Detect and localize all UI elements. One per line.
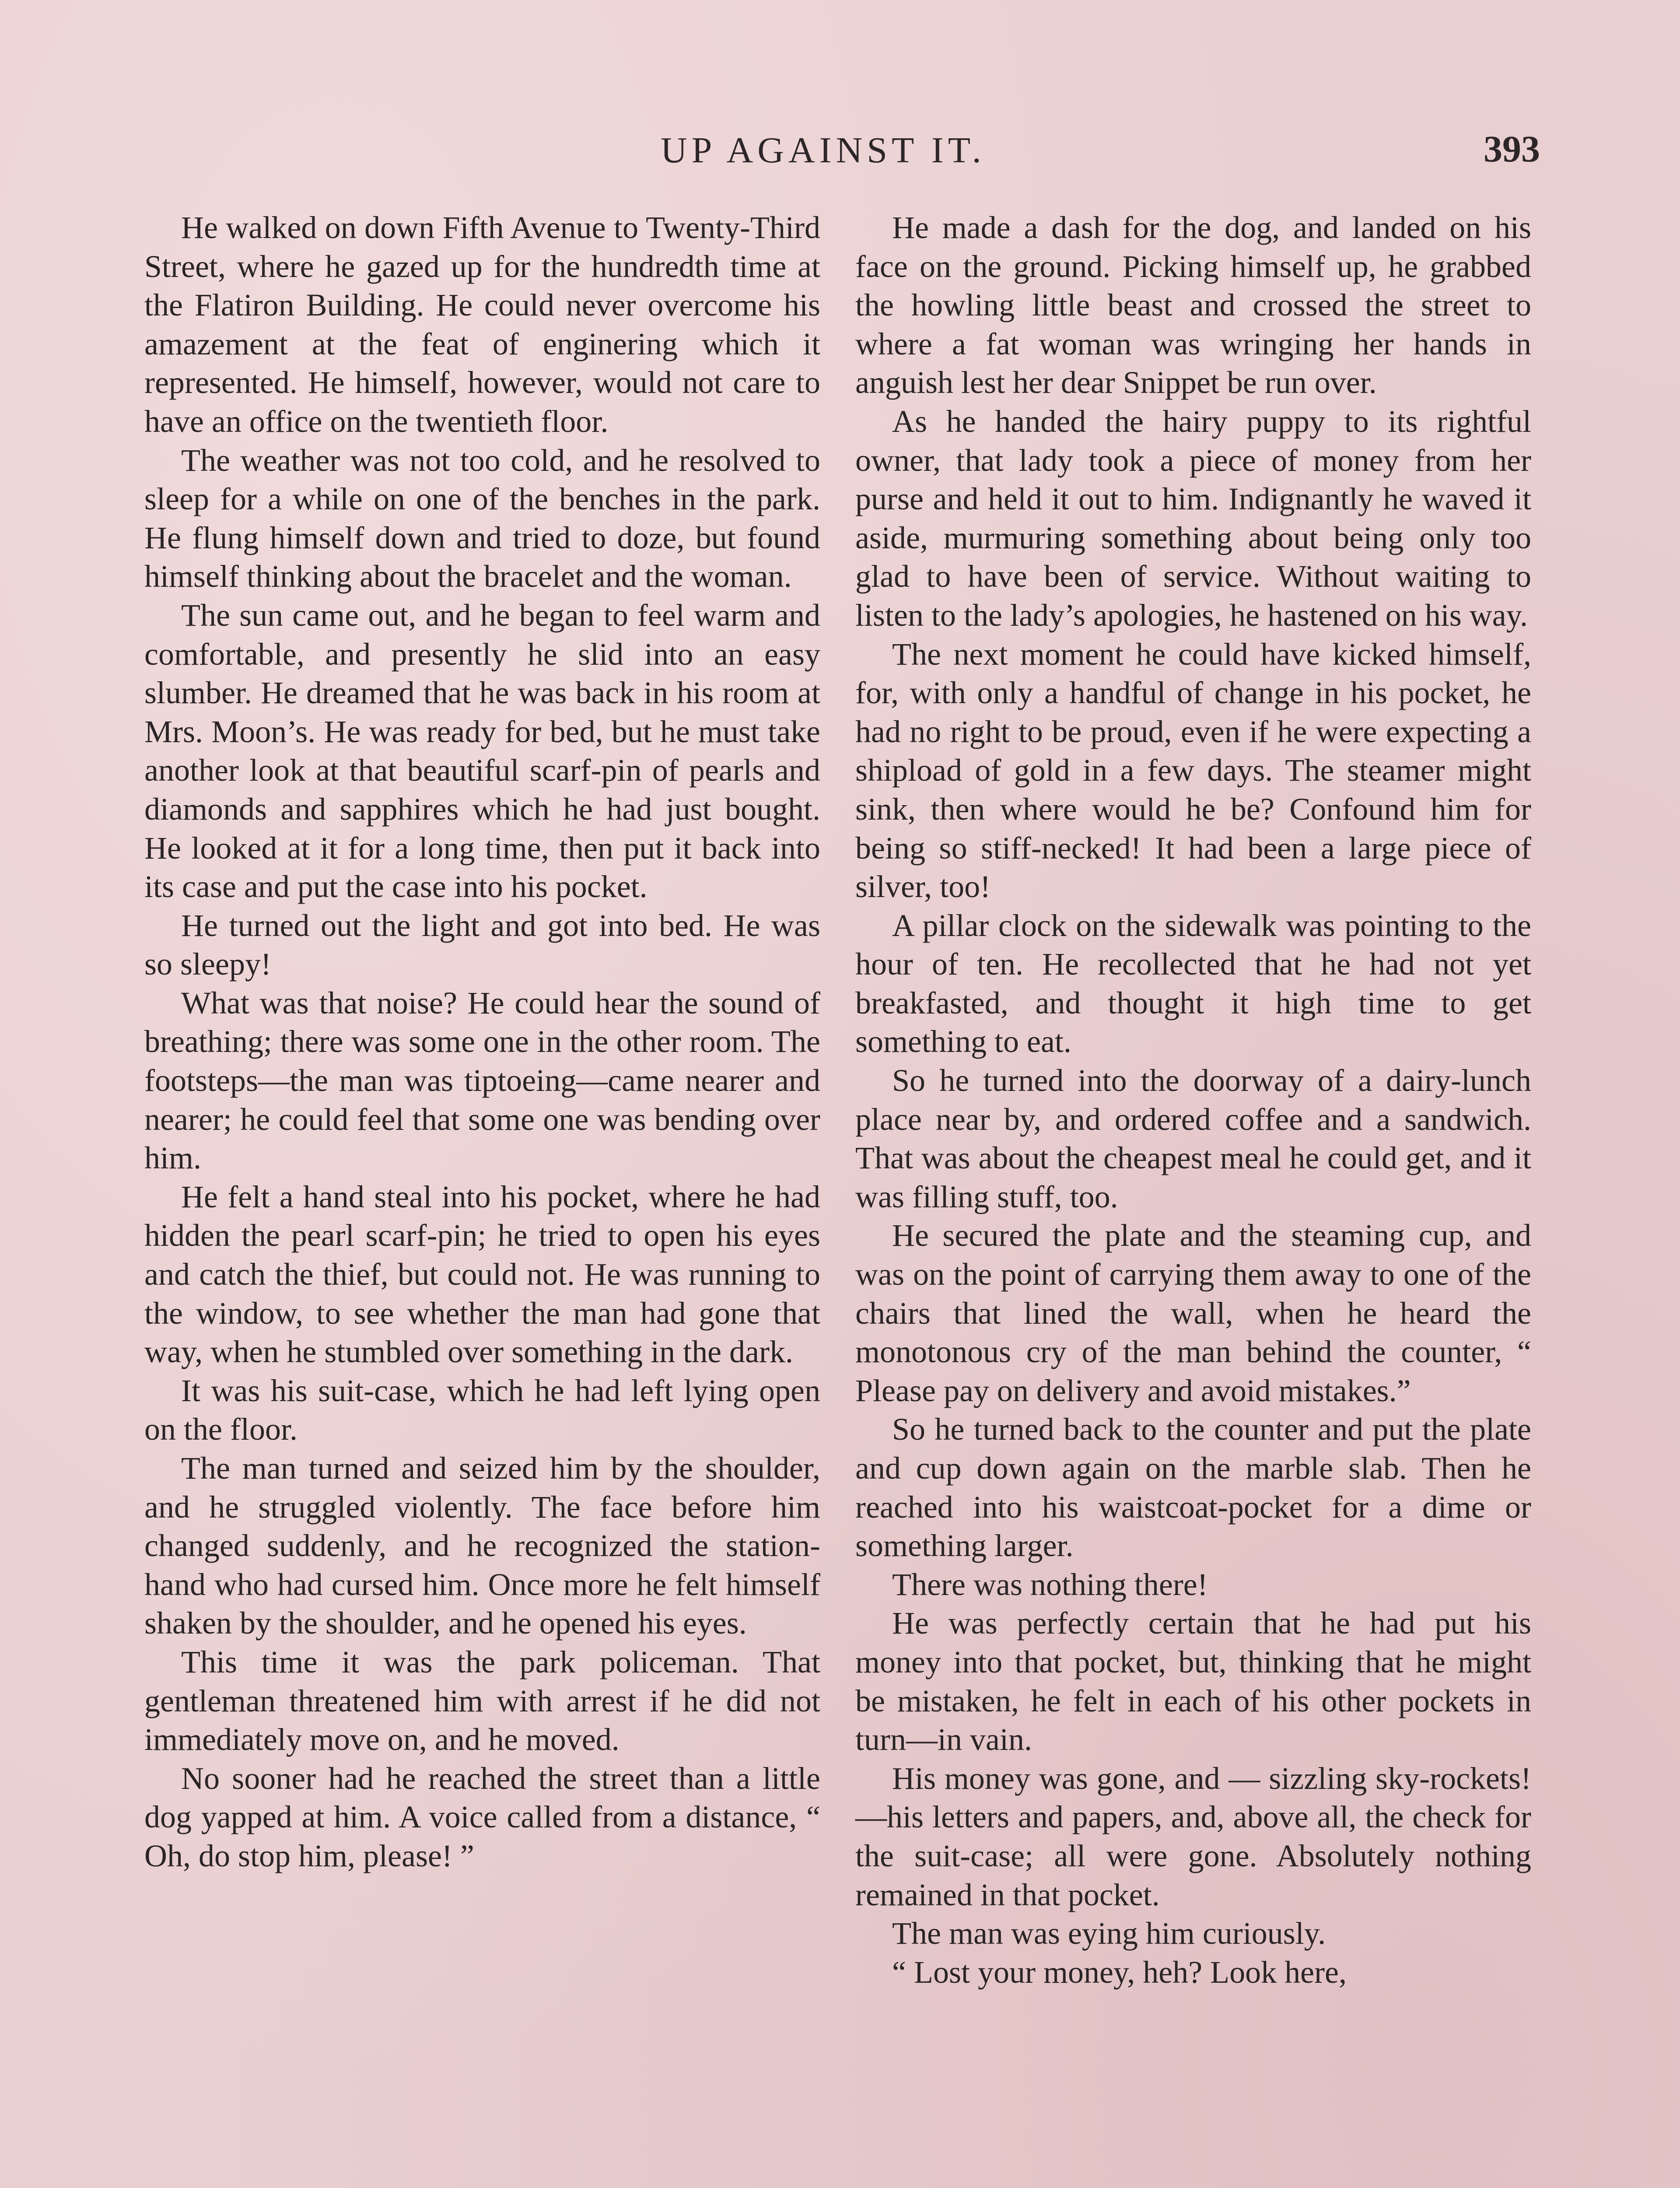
running-title: UP AGAINST IT. <box>661 130 986 171</box>
paragraph: What was that noise? He could hear the sound of breathing; there was some one in the other room. The footsteps—the man was tiptoeing—came nearer and nearer; he could feel that some one was bending over him. <box>144 985 820 1176</box>
paragraph: There was nothing there! <box>892 1567 1208 1602</box>
paragraph: The man turned and seized him by the shoulder, and he struggled violently. The face before him changed suddenly, and he recognized the station-hand who had cursed him. Once more he felt himself shaken by the shoulder, and he opened his eyes. <box>144 1451 820 1641</box>
paragraph: “ Lost your money, heh? Look here, <box>892 1954 1347 1990</box>
page-number: 393 <box>1484 128 1540 170</box>
paragraph: The sun came out, and he began to feel warm and comfortable, and presently he slid into an easy slumber. He dreamed that he was back in his room at Mrs. Moon’s. He was ready for bed, but he must take another look at that beautiful scarf-pin of pearls and diamonds and sapphires which he had just bought. He looked at it for a long time, then put it back into its case and put the case into his pocket. <box>144 597 820 905</box>
paragraph: So he turned into the doorway of a dairy-lunch place near by, and ordered coffee and a sandwich. That was about the cheapest meal he could get, and it was filling stuff, too. <box>855 1063 1531 1214</box>
paragraph: The man was eying him curiously. <box>892 1916 1326 1951</box>
paragraph: He was perfectly certain that he had put his money into that pocket, but, thinking that he might be mistaken, he felt in each of his other pockets in turn—in vain. <box>855 1606 1531 1757</box>
paragraph: A pillar clock on the sidewalk was pointing to the hour of ten. He recollected that he had not yet breakfasted, and thought it high time to get something to eat. <box>855 908 1531 1059</box>
paragraph: He walked on down Fifth Avenue to Twenty-Third Street, where he gazed up for the hundredth time at the Flatiron Building. He could never overcome his amazement at the feat of enginering which it represented. He himself, however, would not care to have an office on the twentieth floor. <box>144 210 820 439</box>
paragraph: He secured the plate and the steaming cup, and was on the point of carrying them away to one of the chairs that lined the wall, when he heard the monotonous cry of the man behind the counter, “ Please pay on delivery and avoid mistakes.” <box>855 1218 1531 1408</box>
paragraph: His money was gone, and — sizzling sky-rockets!—his letters and papers, and, above all, the check for the suit-case; all were gone. Absolutely nothing remained in that pocket. <box>855 1760 1531 1912</box>
paragraph: So he turned back to the counter and put the plate and cup down again on the marble slab. Then he reached into his waistcoat-pocket for a dime or something larger. <box>855 1412 1531 1564</box>
paragraph: This time it was the park policeman. That gentleman threatened him with arrest if he did not immediately move on, and he moved. <box>144 1644 820 1757</box>
paragraph: The next moment he could have kicked himself, for, with only a handful of change in his pocket, he had no right to be proud, even if he were expecting a shipload of gold in a few days. The steamer might sink, then where would he be? Confound him for being so stiff-necked! It had been a large piece of silver, too! <box>855 636 1531 905</box>
paragraph: He felt a hand steal into his pocket, where he had hidden the pearl scarf-pin; he tried to open his eyes and catch the thief, but could not. He was running to the window, to see whether the man had gone that way, when he stumbled over something in the dark. <box>144 1179 820 1370</box>
right-column <box>855 208 1531 1992</box>
paragraph: He turned out the light and got into bed. He was so sleepy! <box>144 908 820 982</box>
paragraph: As he handed the hairy puppy to its rightful owner, that lady took a piece of money from her purse and held it out to him. Indignantly he waved it aside, murmuring something about being only too glad to have been of service. Without waiting to listen to the lady’s apologies, he hastened on his way. <box>855 403 1531 633</box>
paragraph: No sooner had he reached the street than a little dog yapped at him. A voice called from a distance, “ Oh, do stop him, please! ” <box>144 1760 820 1873</box>
paragraph: He made a dash for the dog, and landed on his face on the ground. Picking himself up, he grabbed the howling little beast and crossed the street to where a fat woman was wringing her hands in anguish lest her dear Snippet be run over. <box>855 210 1531 400</box>
paragraph: It was his suit-case, which he had left lying open on the floor. <box>144 1373 820 1447</box>
left-column <box>144 208 820 1876</box>
paragraph: The weather was not too cold, and he resolved to sleep for a while on one of the benches in the park. He flung himself down and tried to doze, but found himself thinking about the bracelet and the woman. <box>144 442 820 594</box>
